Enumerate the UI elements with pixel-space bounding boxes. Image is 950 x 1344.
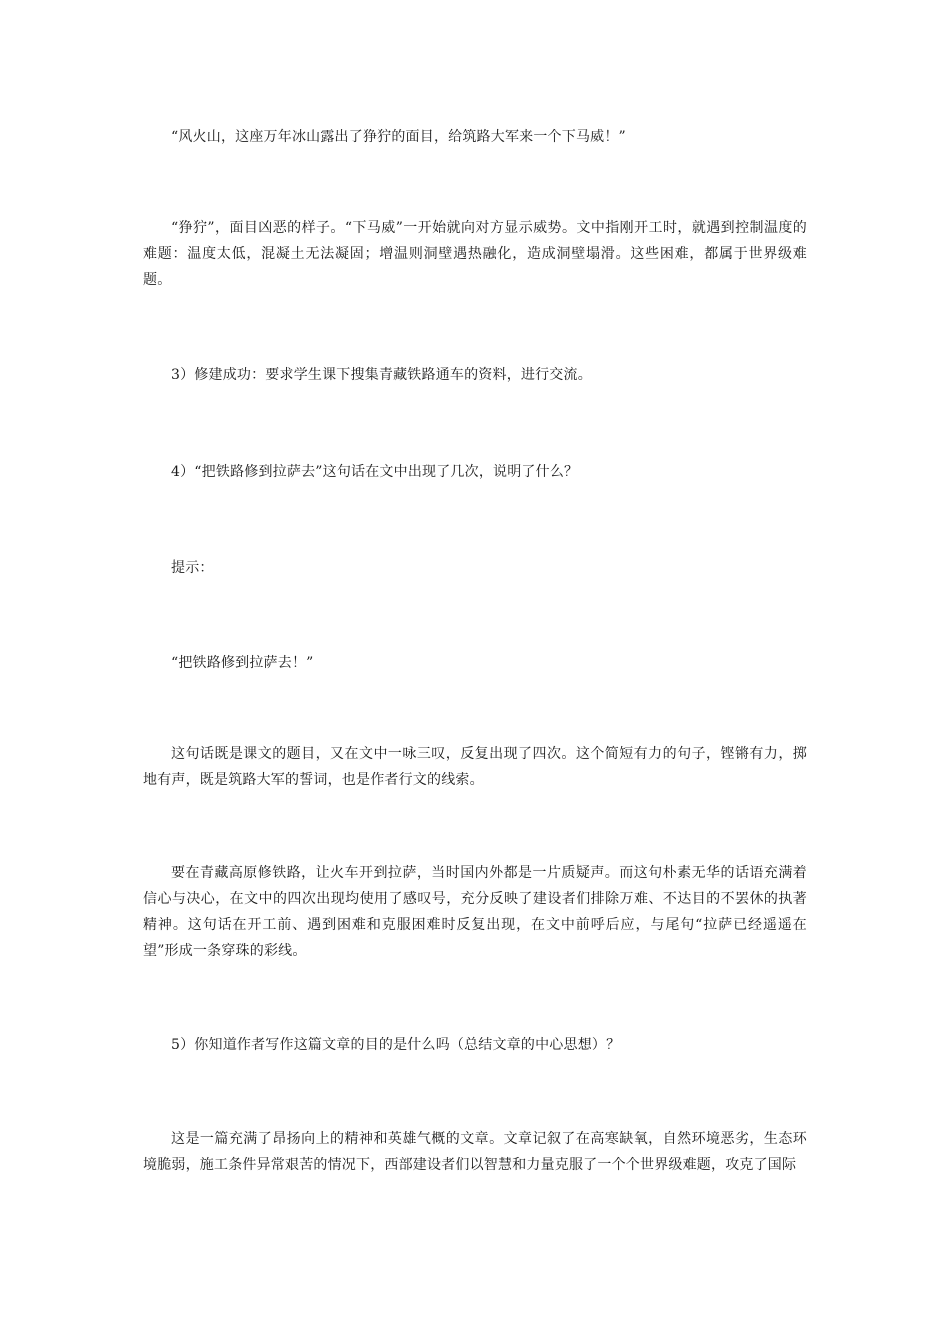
paragraph-spirit-analysis: 要在青藏高原修铁路，让火车开到拉萨，当时国内外都是一片质疑声。而这句朴素无华的话语充满着信心与决心，在文中的四次出现均使用了感叹号，充分反映了建设者们排除万难、不达目的不罢休的执著精神。这句话在开工前、遇到困难和克服困难时反复出现，在文中前呼后应，与尾句“拉萨已经遥遥在望”形成一条穿珠的彩线。	[143, 865, 807, 959]
paragraph-hint-label: 提示：	[171, 560, 214, 576]
paragraph-item-3: 3）修建成功：要求学生课下搜集青藏铁路通车的资料，进行交流。	[171, 367, 592, 383]
paragraph-title-analysis: 这句话既是课文的题目，又在文中一咏三叹，反复出现了四次。这个简短有力的句子，铿锵有力，掷地有声，既是筑路大军的誓词，也是作者行文的线索。	[143, 746, 807, 788]
paragraph-explanation-zhengning: “狰狞”，面目凶恶的样子。“下马威”一开始就向对方显示威势。文中指刚开工时，就遇到控制温度的难题：温度太低，混凝土无法凝固；增温则洞壁遇热融化，造成洞壁塌滑。这些困难，都属于世界级难题。	[143, 220, 807, 288]
paragraph-question-5: 5）你知道作者写作这篇文章的目的是什么吗（总结文章的中心思想）？	[171, 1037, 621, 1053]
paragraph-quote-lasa: “把铁路修到拉萨去！”	[171, 655, 314, 671]
paragraph-central-idea: 这是一篇充满了昂扬向上的精神和英雄气概的文章。文章记叙了在高寒缺氧，自然环境恶劣，生态环境脆弱，施工条件异常艰苦的情况下，西部建设者们以智慧和力量克服了一个个世界级难题，攻克了国际	[143, 1131, 807, 1173]
paragraph-quote-fenghuoshan: “风火山，这座万年冰山露出了狰狞的面目，给筑路大军来一个下马威！”	[171, 129, 626, 145]
paragraph-question-4: 4）“把铁路修到拉萨去”这句话在文中出现了几次，说明了什么？	[171, 464, 579, 480]
